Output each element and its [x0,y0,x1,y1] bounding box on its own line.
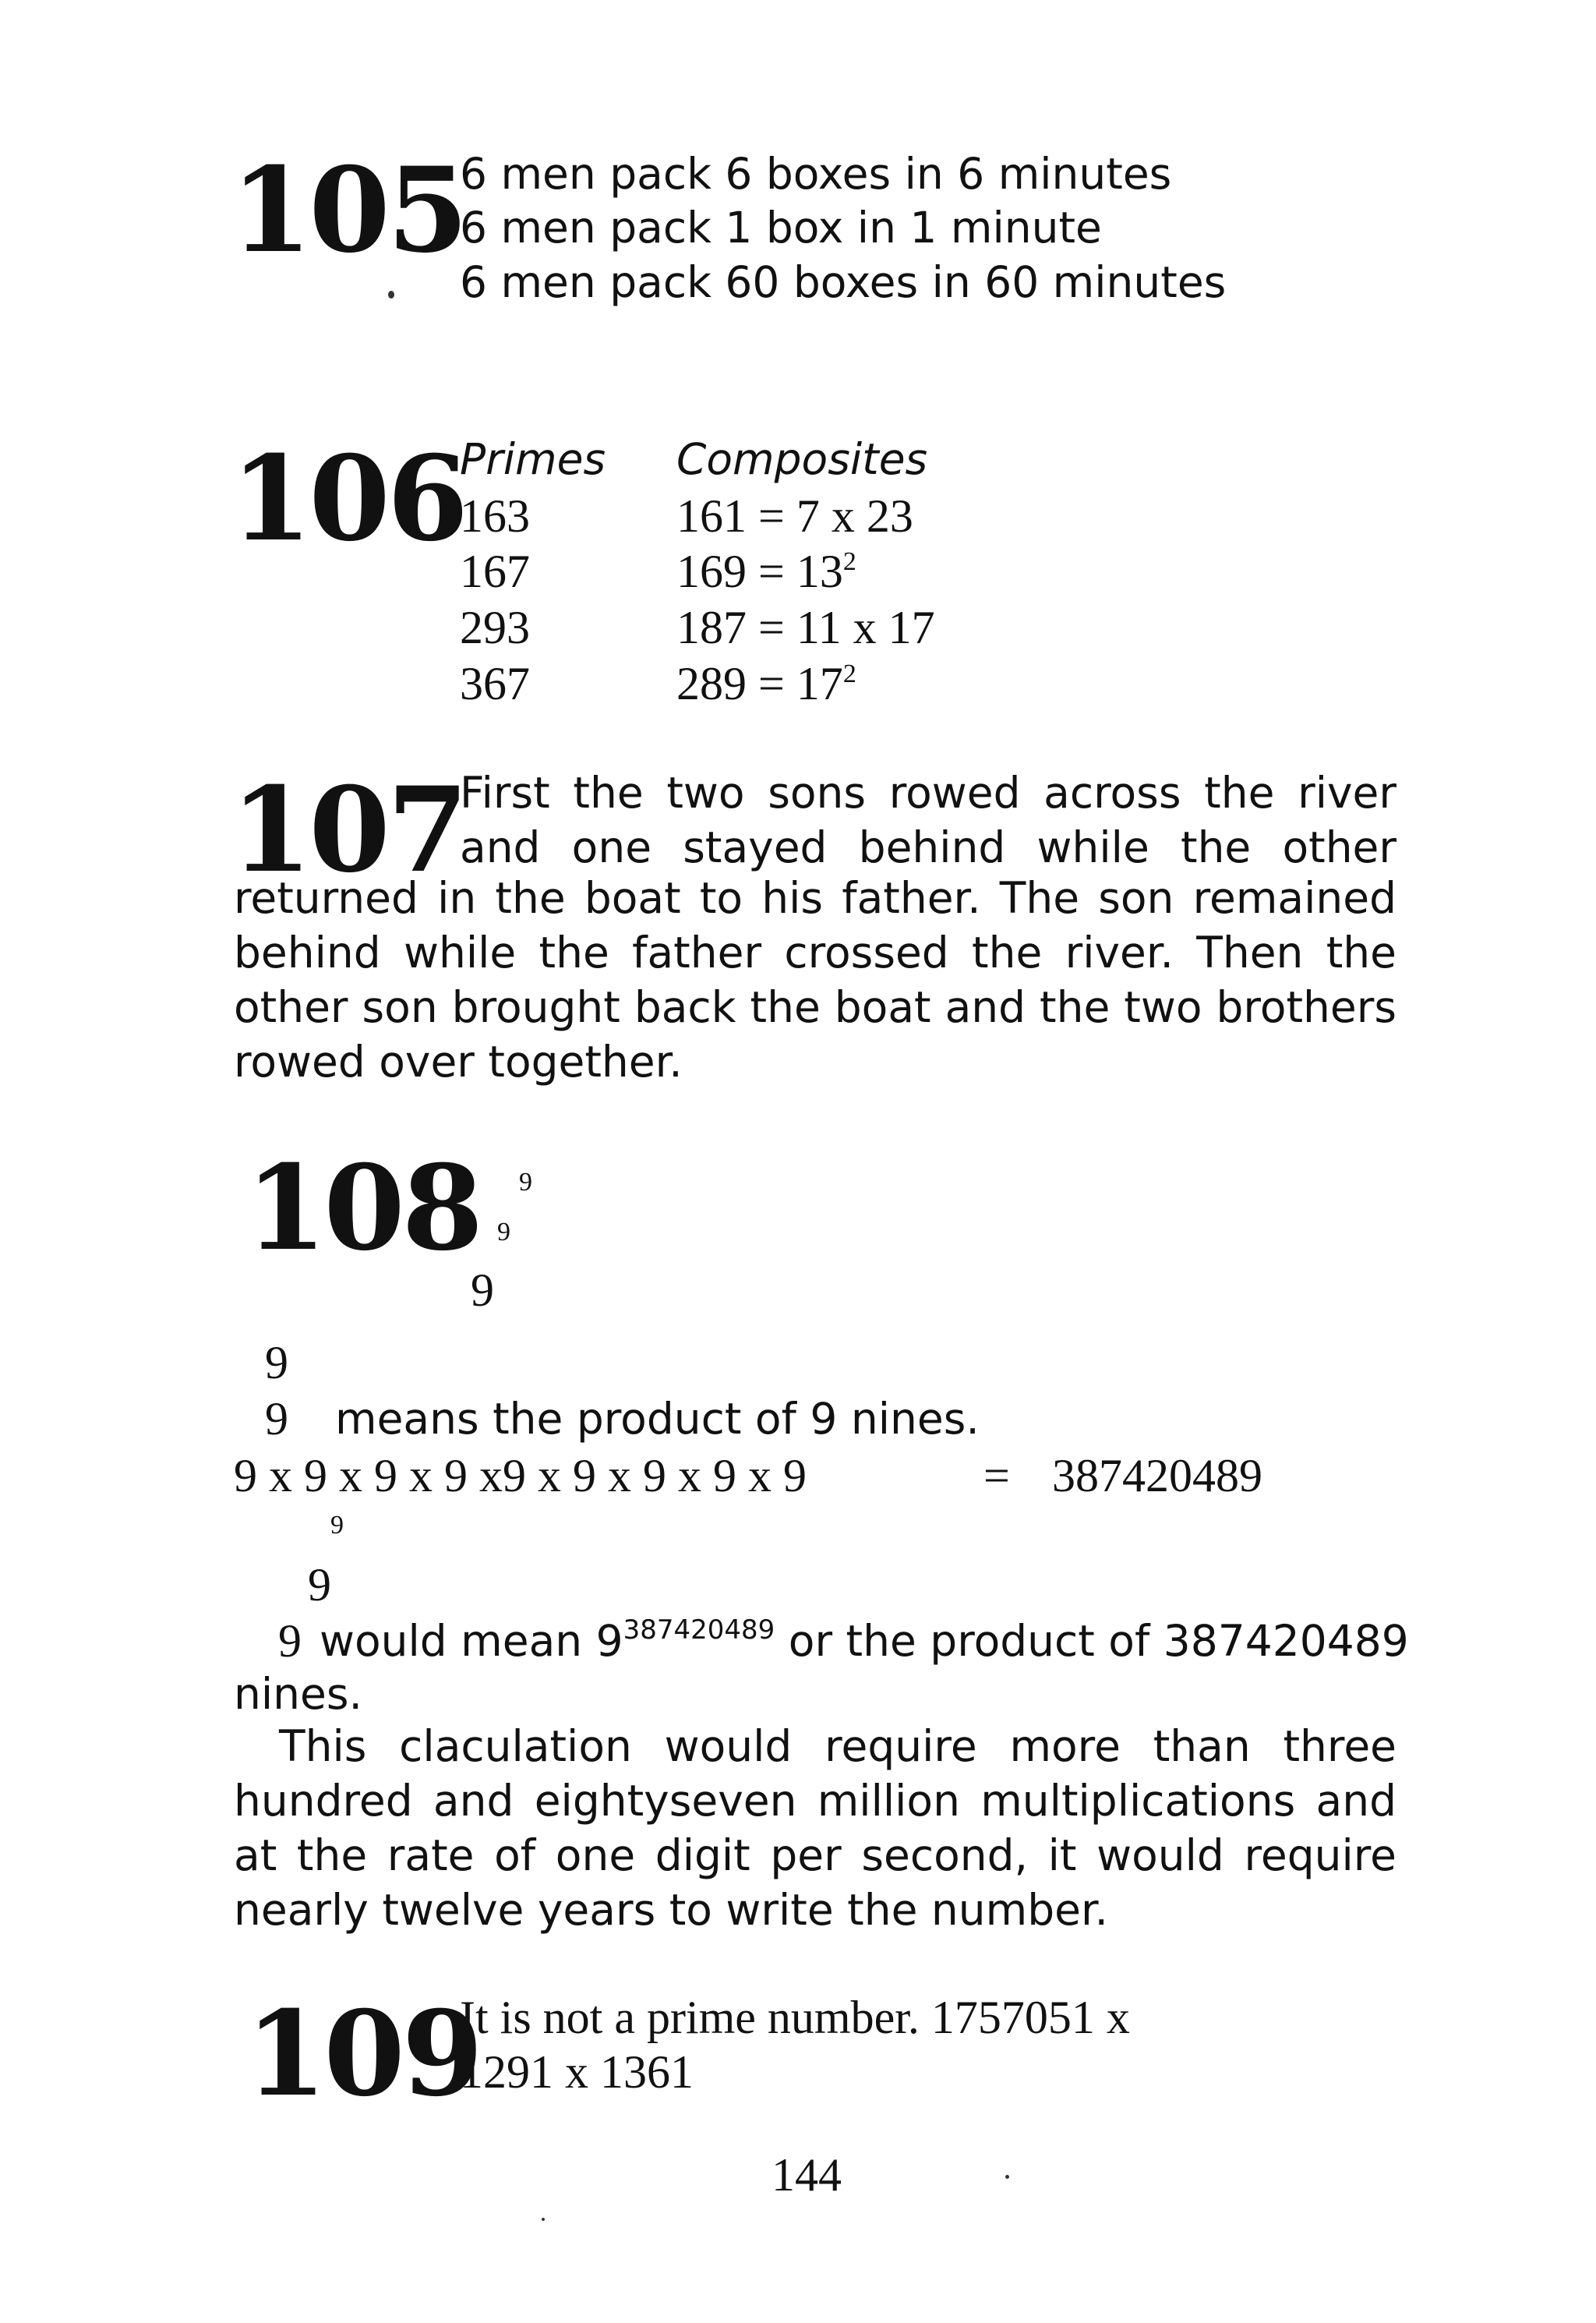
prime-1: 163 [460,490,530,542]
speck-mark [388,291,394,299]
power-2-base: 9 [278,1615,302,1667]
problem-107-line-2: and one stayed behind while the other [460,822,1396,872]
composite-3: 187 = 11 x 17 [676,602,935,653]
calculation-paragraph: This claculation would require more than three hundred and eightyseven million multiplications and at the rate of one digit per second, it would require nearly twelve years to write the number. [234,1721,1396,1935]
problem-105-line-1: 6 men pack 6 boxes in 6 minutes [460,149,1172,199]
problem-105-line-3: 6 men pack 60 boxes in 60 minutes [460,257,1227,307]
problem-106-number: 106 [231,430,466,567]
problem-108-number: 108 [245,1140,481,1277]
tower-mid-digit: 9 [497,1218,510,1246]
tower-base-digit: 9 [471,1264,494,1316]
product-result: 387420489 [1052,1450,1262,1501]
power-1-description: means the product of 9 nines. [335,1394,980,1444]
tower-top-digit: 9 [519,1168,532,1197]
equals-sign: = [983,1450,1010,1501]
problem-107-line-1: First the two sons rowed across the river [460,768,1396,818]
speck-mark [542,2218,545,2221]
speck-mark [1005,2175,1009,2179]
problem-109-number: 109 [245,1985,481,2123]
prime-4: 367 [460,658,530,709]
composites-header: Composites [676,434,928,484]
composite-1: 161 = 7 x 23 [676,490,913,542]
problem-109-line-1: It is not a prime number. 1757051 x [460,1992,1130,2043]
composite-4: $289 = 17^2$ [676,658,856,709]
power-2-mid: 9 [308,1559,331,1611]
power-2-top: 9 [330,1511,344,1540]
power-1-exponent: 9 [265,1337,288,1388]
prime-3: 293 [460,602,530,653]
power-1-base: 9 [265,1393,288,1444]
problem-105-number: 105 [231,142,466,279]
composite-2: $169 = 13^2$ [676,546,856,597]
product-expression: 9 x 9 x 9 x 9 x9 x 9 x 9 x 9 x 9 [234,1450,807,1501]
primes-header: Primes [460,434,606,484]
problem-105-line-2: 6 men pack 1 box in 1 minute [460,203,1102,253]
problem-107-paragraph: returned in the boat to his father. The son remained behind while the father crossed the river. Then the other son brought back the boat and the two brothers rowed over together. [234,873,1396,1087]
power-2-description-end: nines. [234,1669,362,1719]
problem-109-line-2: 1291 x 1361 [460,2046,694,2098]
page-number: 144 [772,2149,842,2201]
prime-2: 167 [460,546,530,597]
power-2-description: would mean $9^{387420489}$ or the product of 387420489 [320,1614,1409,1666]
problem-107-number: 107 [231,762,466,899]
